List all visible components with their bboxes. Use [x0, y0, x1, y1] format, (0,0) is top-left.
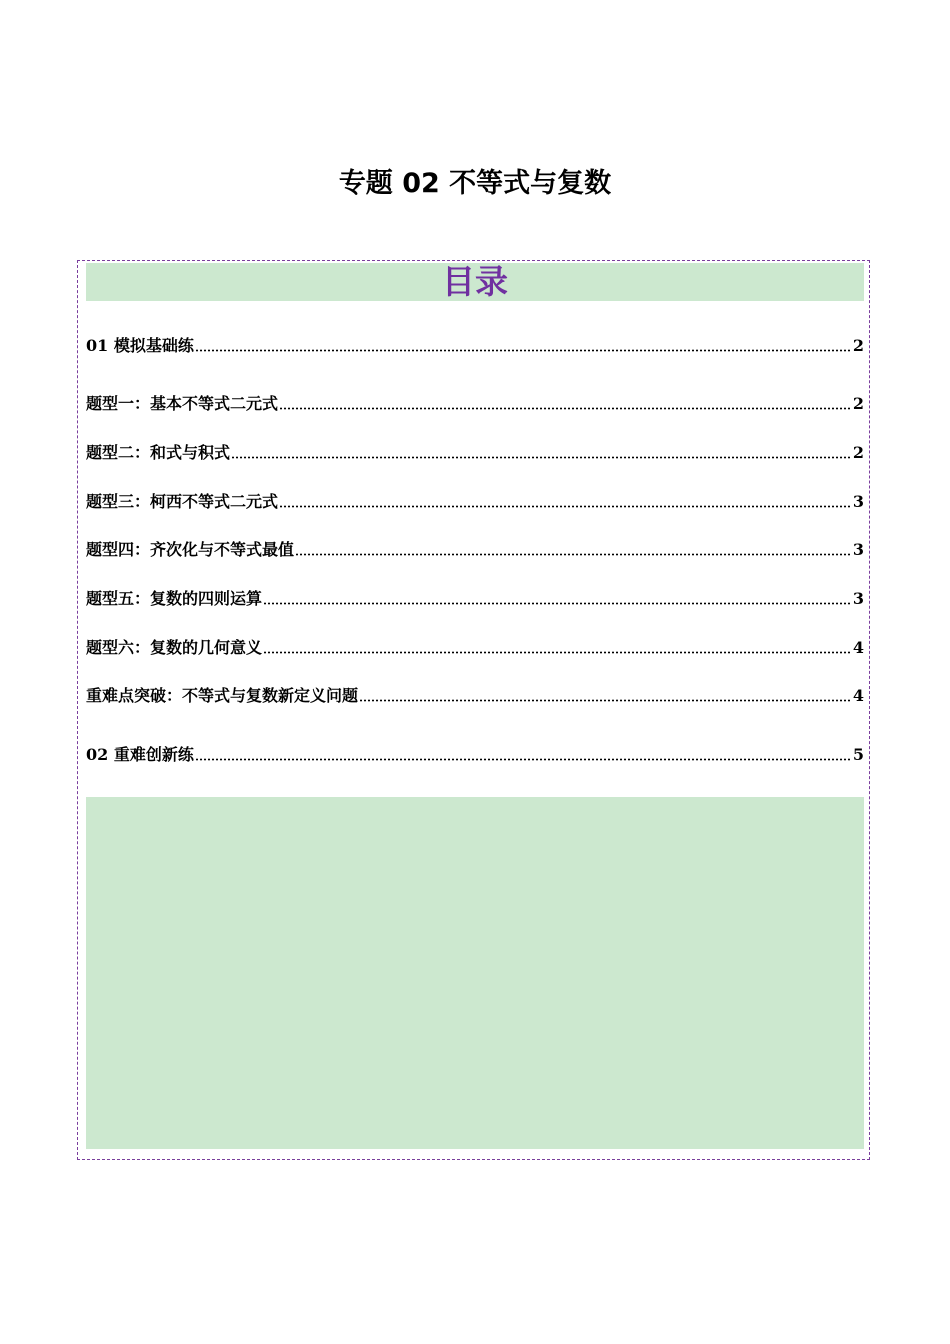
toc-header-band	[86, 263, 864, 301]
toc-heading: 目录	[442, 262, 508, 301]
toc-entry-label: 题型六：复数的几何意义	[86, 638, 263, 657]
toc-entry-label: 题型四：齐次化与不等式最值	[86, 540, 295, 559]
toc-entry-label: 重难点突破：不等式与复数新定义问题	[86, 686, 359, 705]
toc-entry-page-number: 3	[852, 589, 864, 608]
table-of-contents	[77, 260, 870, 1160]
toc-entry-page-number: 3	[852, 492, 864, 511]
toc-entry-label: 题型二：和式与积式	[86, 443, 231, 462]
toc-entry-page-number: 2	[852, 443, 864, 462]
toc-dot-leader	[231, 456, 852, 459]
toc-dot-leader	[263, 602, 852, 605]
toc-entry-type-3[interactable]	[86, 489, 864, 513]
toc-entry-label: 01 模拟基础练	[86, 336, 194, 355]
toc-entry-label: 02 重难创新练	[86, 745, 194, 764]
toc-empty-panel	[86, 797, 864, 1149]
page-title: 专题 02 不等式与复数	[338, 168, 612, 199]
toc-entry-section-01[interactable]	[86, 333, 864, 357]
toc-entry-type-4[interactable]	[86, 537, 864, 561]
toc-entry-page-number: 4	[852, 686, 864, 705]
toc-entry-page-number: 3	[852, 540, 864, 559]
toc-dot-leader	[295, 553, 852, 556]
toc-entry-type-6[interactable]	[86, 635, 864, 659]
toc-entry-type-5[interactable]	[86, 586, 864, 610]
toc-dot-leader	[359, 699, 852, 702]
toc-dot-leader	[195, 758, 852, 761]
toc-dot-leader	[279, 505, 852, 508]
toc-entry-page-number: 4	[852, 638, 864, 657]
toc-entry-breakthrough[interactable]	[86, 683, 864, 707]
toc-entry-page-number: 2	[852, 394, 864, 413]
toc-entry-label: 题型一：基本不等式二元式	[86, 394, 279, 413]
toc-dot-leader	[279, 407, 852, 410]
toc-entry-section-02[interactable]	[86, 742, 864, 766]
toc-entry-label: 题型三：柯西不等式二元式	[86, 492, 279, 511]
toc-entry-label: 题型五：复数的四则运算	[86, 589, 263, 608]
toc-dot-leader	[195, 349, 852, 352]
toc-entry-type-2[interactable]	[86, 440, 864, 464]
toc-dot-leader	[263, 651, 852, 654]
toc-entry-type-1[interactable]	[86, 391, 864, 415]
toc-entry-page-number: 2	[852, 336, 864, 355]
toc-entry-page-number: 5	[852, 745, 864, 764]
